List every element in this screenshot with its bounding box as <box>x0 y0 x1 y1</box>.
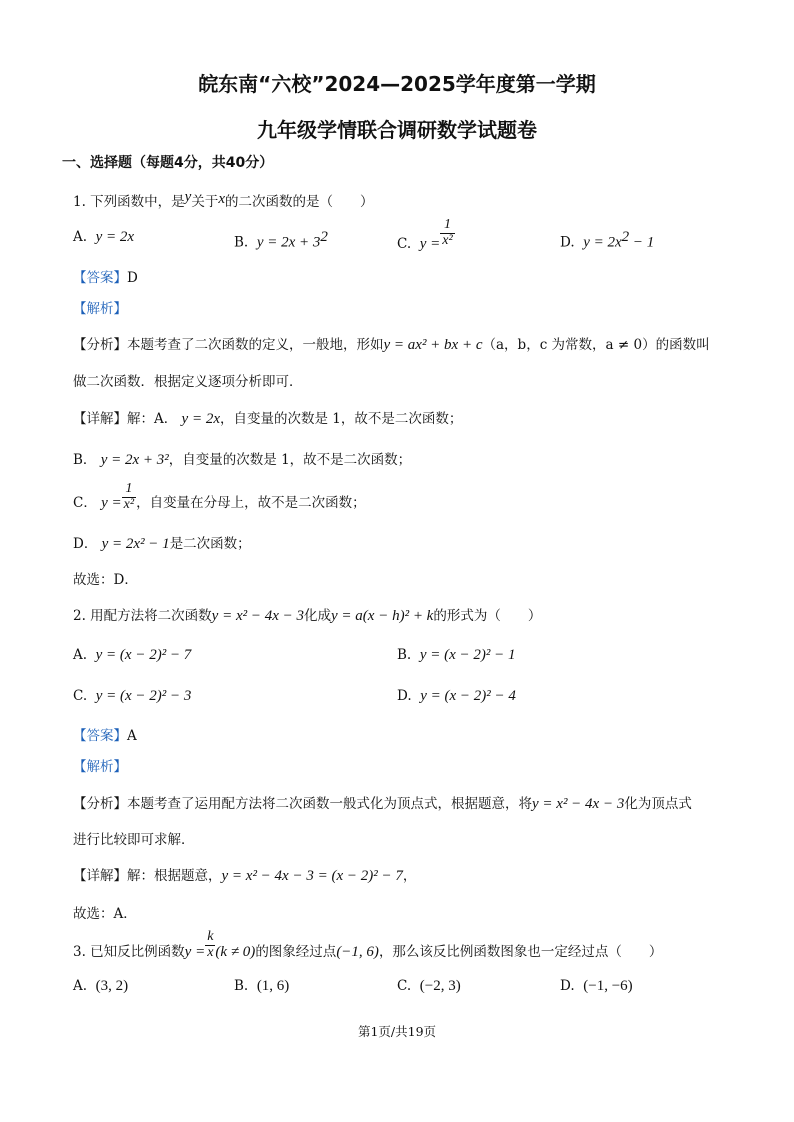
page-subtitle: 九年级学情联合调研数学试题卷 <box>257 118 537 142</box>
q2-conclusion: 故选：A． <box>73 906 137 922</box>
q2-option-d: D. y = (x − 2)² − 4 <box>397 688 516 704</box>
question-1-stem: 1. 下列函数中，是y关于x的二次函数的是（ ） <box>73 189 374 210</box>
q1-detail-c: C． y = $\frac{1}{\text{x²}}$ ，自变量在分母上，故不是二次函数； <box>73 481 366 512</box>
question-3-stem: 3. 已知反比例函数y = $\frac{k}{x}$ (k ≠ 0)的图象经过点(−1, 6)，那么该反比例函数图象也一定经过点（ ） <box>73 929 663 960</box>
q2-analysis-text-cont: 进行比较即可求解． <box>73 832 195 848</box>
q1-detail-a: 【详解】解：A． y = 2x，自变量的次数是 1，故不是二次函数； <box>73 411 463 427</box>
q1-analysis-text-cont: 做二次函数．根据定义逐项分析即可． <box>73 374 303 390</box>
q1-option-d: D. $y = 2x^2 - 1$ <box>560 229 655 251</box>
q2-option-b: B. y = (x − 2)² − 1 <box>397 647 516 663</box>
q2-option-a: A. y = (x − 2)² − 7 <box>73 647 192 663</box>
section-heading: 一、选择题（每题4分，共40分） <box>62 155 274 171</box>
q2-answer: 【答案】A <box>73 728 137 744</box>
q1-option-a: A. y = 2x <box>73 229 135 245</box>
question-2-stem: 2. 用配方法将二次函数y = x² − 4x − 3化成y = a(x − h)² + k的形式为（ ） <box>73 608 542 624</box>
q3-option-a: A. (3, 2) <box>73 978 129 994</box>
q1-analysis-tag: 【解析】 <box>73 301 127 317</box>
q3-option-d: D. (−1, −6) <box>560 978 633 994</box>
page-title: 皖东南“六校”2024—2025学年度第一学期 <box>198 72 596 96</box>
q1-detail-b: B． y = 2x + 3²，自变量的次数是 1，故不是二次函数； <box>73 452 412 468</box>
q1-answer: 【答案】D <box>73 270 138 286</box>
q2-option-c: C. y = (x − 2)² − 3 <box>73 688 192 704</box>
q1-conclusion: 故选：D． <box>73 572 138 588</box>
q1-option-c: C. y = $\frac{1}{\text{x²}}$ <box>397 217 453 252</box>
q3-option-c: C. (−2, 3) <box>397 978 461 994</box>
q1-analysis-text: 【分析】本题考查了二次函数的定义，一般地，形如y = ax² + bx + c（a，b，c 为常数，a ≠ 0）的函数叫 <box>73 337 710 353</box>
q1-option-b: B. $y = 2x + 3^2$ <box>234 229 328 251</box>
q2-analysis-text: 【分析】本题考查了运用配方法将二次函数一般式化为顶点式，根据题意，将y = x² − 4x − 3化为顶点式 <box>73 796 692 812</box>
q2-detail: 【详解】解：根据题意，y = x² − 4x − 3 = (x − 2)² − 7， <box>73 868 417 884</box>
page-number: 第1页/共19页 <box>357 1024 437 1039</box>
q3-option-b: B. (1, 6) <box>234 978 290 994</box>
q1-detail-d: D． y = 2x² − 1是二次函数； <box>73 536 251 552</box>
q2-analysis-tag: 【解析】 <box>73 759 127 775</box>
